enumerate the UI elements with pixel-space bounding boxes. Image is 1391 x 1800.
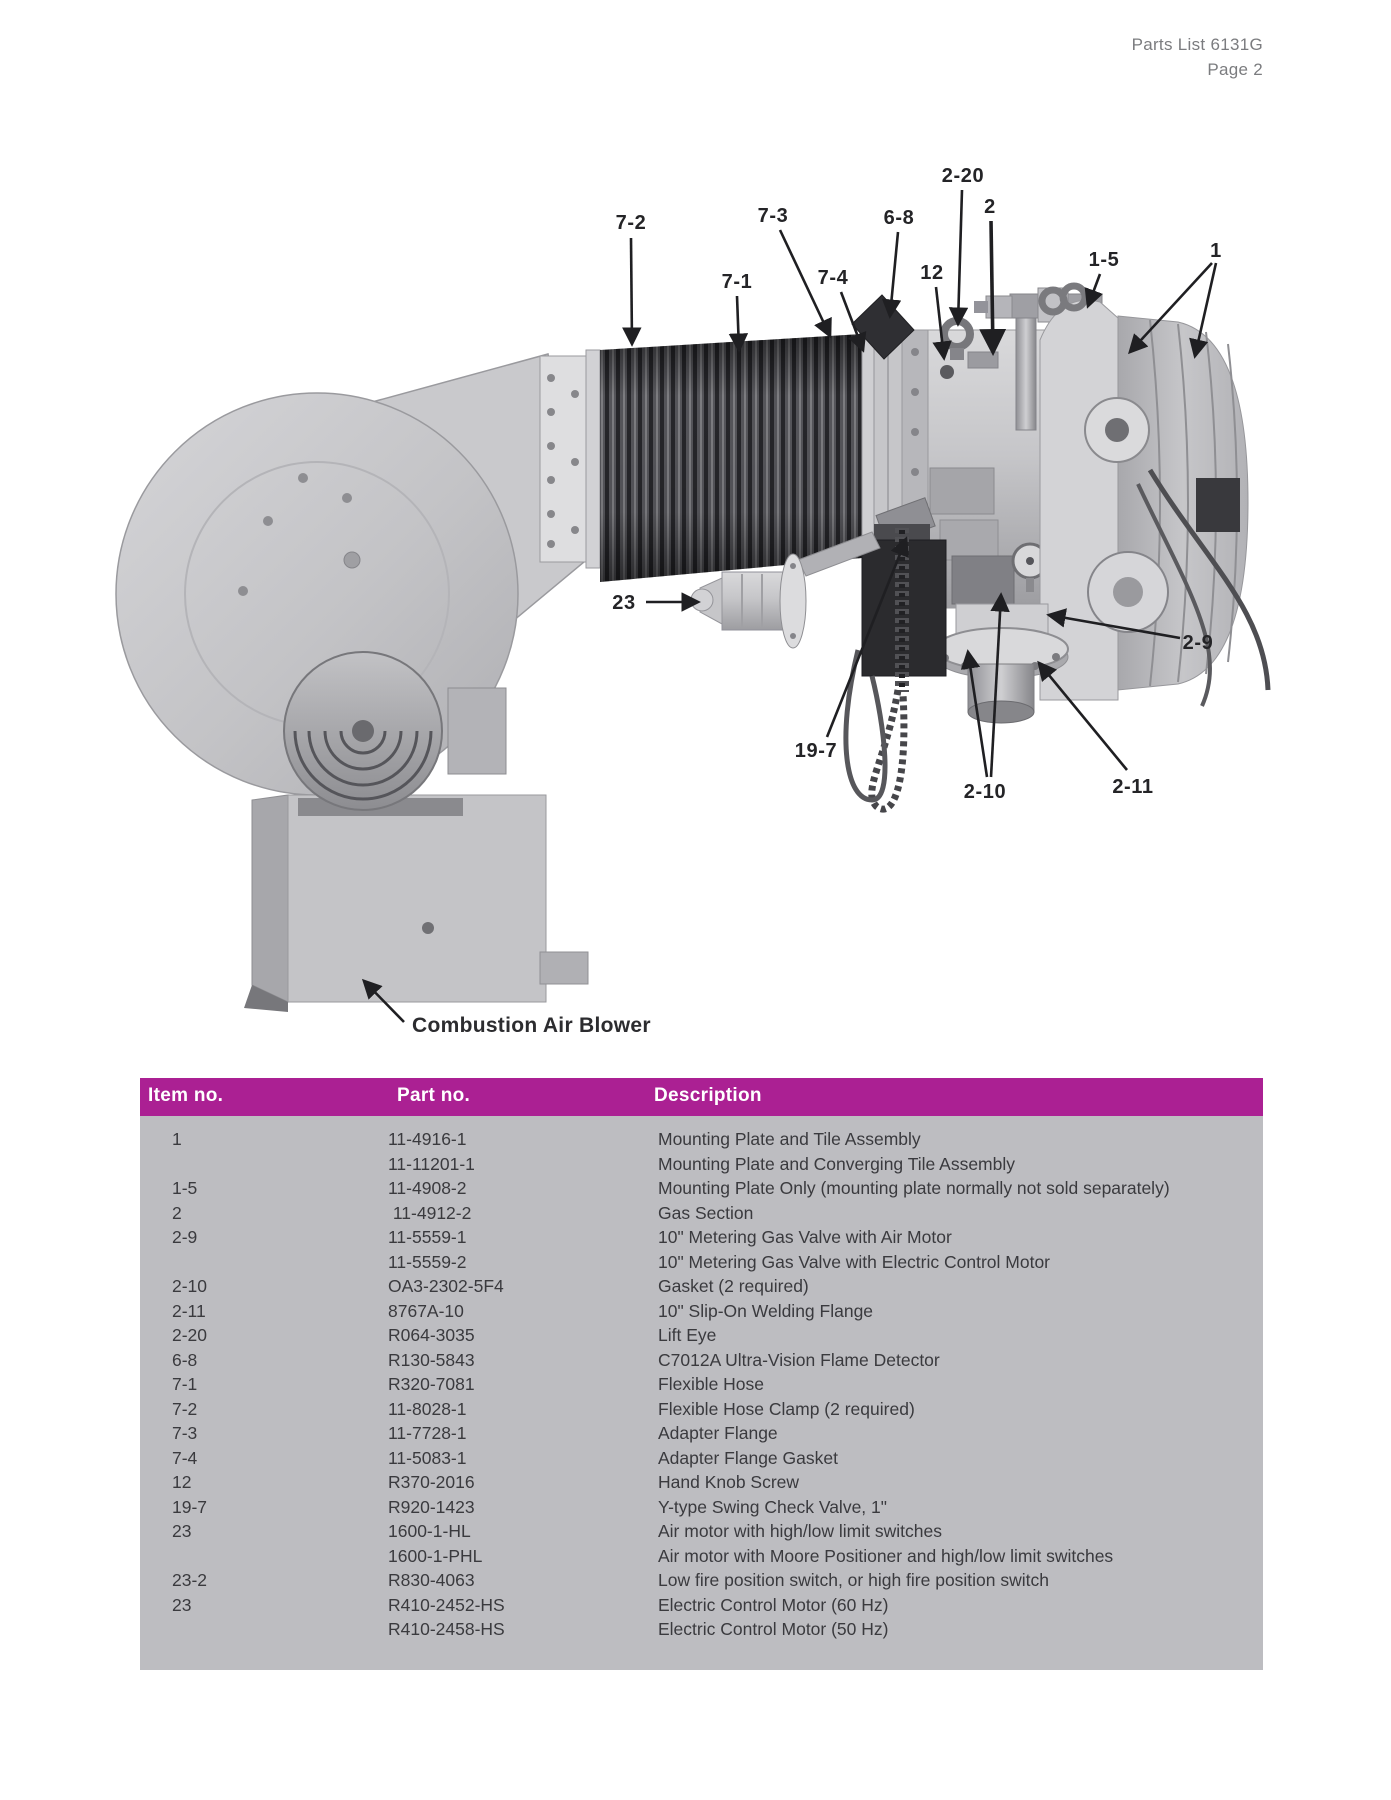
- item-no-cell: 1: [172, 1129, 182, 1149]
- callout-7-4: 7-4: [817, 267, 849, 289]
- description-cell: 10" Slip-On Welding Flange: [658, 1300, 874, 1321]
- item-no-cell: 2: [172, 1202, 182, 1223]
- page-header: [1132, 32, 1263, 82]
- part-no-cell: 8767A-10: [388, 1300, 464, 1321]
- table-row: [140, 1275, 1263, 1300]
- description-cell: Hand Knob Screw: [658, 1472, 800, 1492]
- description-cell: Mounting Plate and Converging Tile Assembly: [658, 1153, 1016, 1174]
- table-row: [140, 1398, 1263, 1423]
- callout-12: 12: [920, 262, 944, 284]
- item-no-cell: 1-5: [172, 1178, 198, 1198]
- table-row: [140, 1128, 1263, 1153]
- burner-assembly-illustration: [80, 130, 1290, 1060]
- description-cell: Gas Section: [658, 1202, 754, 1223]
- part-no-cell: 11-4908-2: [388, 1178, 467, 1198]
- part-no-cell: R320-7081: [388, 1374, 475, 1394]
- part-no-cell: 11-5559-2: [388, 1251, 467, 1272]
- part-no-cell: OA3-2302-5F4: [388, 1276, 504, 1296]
- item-no-cell: 7-2: [172, 1398, 198, 1419]
- callout-7-3: 7-3: [757, 205, 789, 227]
- table-row: [140, 1422, 1263, 1447]
- description-cell: C7012A Ultra-Vision Flame Detector: [658, 1349, 940, 1370]
- item-no-cell: 23: [172, 1594, 192, 1615]
- part-no-cell: R410-2458-HS: [388, 1619, 505, 1639]
- header-part-no: Part no.: [397, 1085, 471, 1106]
- callout-2: 2: [984, 196, 996, 218]
- mounting-plate-tile-illustration: [1040, 286, 1268, 706]
- callout-23: 23: [612, 592, 636, 614]
- description-cell: Flexible Hose: [658, 1374, 765, 1394]
- page-number: Page 2: [1207, 60, 1263, 79]
- description-cell: Electric Control Motor (50 Hz): [658, 1619, 889, 1639]
- burner-assembly-diagram: [80, 130, 1290, 1060]
- callout-7-1: 7-1: [721, 271, 753, 293]
- item-no-cell: 7-1: [172, 1374, 198, 1394]
- part-no-cell: R920-1423: [388, 1496, 475, 1517]
- table-row: [140, 1569, 1263, 1594]
- item-no-cell: 2-9: [172, 1227, 198, 1247]
- description-cell: Adapter Flange Gasket: [658, 1447, 838, 1468]
- description-cell: Flexible Hose Clamp (2 required): [658, 1398, 915, 1419]
- item-no-cell: 2-11: [172, 1300, 206, 1321]
- table-row: [140, 1496, 1263, 1521]
- item-no-cell: 19-7: [172, 1496, 208, 1517]
- description-cell: 10" Metering Gas Valve with Electric Control Motor: [658, 1251, 1051, 1272]
- table-row: [140, 1324, 1263, 1349]
- description-cell: Mounting Plate and Tile Assembly: [658, 1129, 921, 1149]
- table-row: [140, 1594, 1263, 1619]
- parts-table-header: [140, 1078, 1263, 1116]
- callout-1: 1: [1210, 240, 1222, 262]
- table-row: [140, 1251, 1263, 1276]
- hand-knob-screw-illustration: [940, 365, 954, 379]
- callout-2-20: 2-20: [941, 165, 985, 187]
- item-no-cell: 2-10: [172, 1276, 208, 1296]
- header-description: Description: [654, 1085, 762, 1106]
- table-row: [140, 1349, 1263, 1374]
- table-row: [140, 1153, 1263, 1178]
- item-no-cell: 7-3: [172, 1423, 198, 1443]
- callout-2-9: 2-9: [1182, 632, 1214, 654]
- callout-6-8: 6-8: [883, 207, 915, 229]
- table-row: [140, 1177, 1263, 1202]
- part-no-cell: 11-4916-1: [388, 1129, 467, 1149]
- blower-caption: Combustion Air Blower: [412, 1014, 651, 1037]
- description-cell: Air motor with high/low limit switches: [658, 1521, 942, 1541]
- table-row: [140, 1300, 1263, 1325]
- part-no-cell: 11-5083-1: [388, 1447, 467, 1468]
- part-no-cell: R064-3035: [388, 1325, 475, 1345]
- parts-table: [140, 1078, 1263, 1670]
- part-no-cell: R830-4063: [388, 1570, 475, 1590]
- description-cell: Y-type Swing Check Valve, 1": [658, 1496, 887, 1517]
- part-no-cell: 11-4912-2: [388, 1202, 472, 1223]
- description-cell: Lift Eye: [658, 1325, 717, 1345]
- table-row: [140, 1447, 1263, 1472]
- part-no-cell: R370-2016: [388, 1472, 475, 1492]
- part-no-cell: 1600-1-PHL: [388, 1545, 483, 1566]
- description-cell: Low fire position switch, or high fire position switch: [658, 1570, 1050, 1590]
- part-no-cell: 11-5559-1: [388, 1227, 467, 1247]
- callout-19-7: 19-7: [794, 740, 838, 762]
- part-no-cell: 11-8028-1: [388, 1398, 467, 1419]
- callout-2-10: 2-10: [963, 781, 1007, 803]
- parts-table-body: [140, 1116, 1263, 1670]
- callout-2-11: 2-11: [1112, 776, 1154, 798]
- callout-7-2: 7-2: [615, 212, 647, 234]
- table-row: [140, 1545, 1263, 1570]
- table-row: [140, 1471, 1263, 1496]
- description-cell: Gasket (2 required): [658, 1276, 809, 1296]
- part-no-cell: R130-5843: [388, 1349, 475, 1370]
- header-item-no: Item no.: [148, 1085, 224, 1106]
- item-no-cell: 7-4: [172, 1447, 198, 1468]
- table-row: [140, 1520, 1263, 1545]
- item-no-cell: 12: [172, 1472, 192, 1492]
- description-cell: Adapter Flange: [658, 1423, 778, 1443]
- callout-1-5: 1-5: [1088, 249, 1120, 271]
- item-no-cell: 6-8: [172, 1349, 198, 1370]
- description-cell: 10" Metering Gas Valve with Air Motor: [658, 1227, 952, 1247]
- part-no-cell: 11-7728-1: [388, 1423, 467, 1443]
- description-cell: Air motor with Moore Positioner and high/low limit switches: [658, 1545, 1114, 1566]
- table-row: [140, 1226, 1263, 1251]
- part-no-cell: R410-2452-HS: [388, 1594, 505, 1615]
- item-no-cell: 2-20: [172, 1325, 208, 1345]
- table-row: [140, 1373, 1263, 1398]
- part-no-cell: 1600-1-HL: [388, 1521, 471, 1541]
- table-row: [140, 1202, 1263, 1227]
- description-cell: Electric Control Motor (60 Hz): [658, 1594, 889, 1615]
- air-motor-illustration: [722, 572, 784, 630]
- description-cell: Mounting Plate Only (mounting plate normally not sold separately): [658, 1178, 1170, 1198]
- parts-list-number: Parts List 6131G: [1131, 35, 1263, 54]
- combustion-air-blower-illustration: [116, 354, 588, 1012]
- item-no-cell: 23-2: [172, 1570, 208, 1590]
- table-row: [140, 1618, 1263, 1643]
- part-no-cell: 11-11201-1: [388, 1153, 475, 1174]
- item-no-cell: 23: [172, 1521, 192, 1541]
